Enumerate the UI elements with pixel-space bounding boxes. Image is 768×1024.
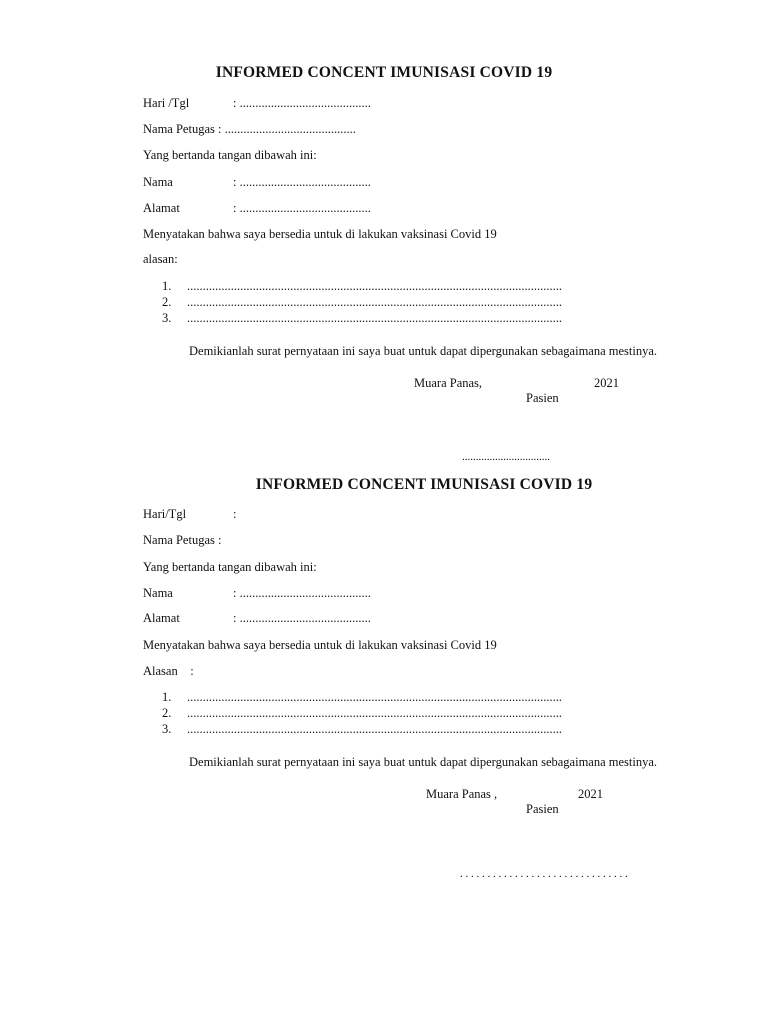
name-value: : .......................................... xyxy=(233,586,371,600)
address-label: Alamat xyxy=(143,201,180,215)
name-label: Nama xyxy=(143,586,173,600)
name-label: Nama xyxy=(143,175,173,189)
officer-field: Nama Petugas : .......................................... xyxy=(143,122,356,136)
address-value: : .......................................... xyxy=(233,611,371,625)
statement-text: Menyatakan bahwa saya bersedia untuk di lakukan vaksinasi Covid 19 xyxy=(143,227,497,241)
place-text: Muara Panas , xyxy=(426,787,498,801)
role-label: Pasien xyxy=(526,391,559,405)
name-field xyxy=(143,586,371,601)
reason-item: 1. ........................................................................................................................ xyxy=(162,690,562,704)
reason-item: 2. ........................................................................................................................ xyxy=(162,706,562,720)
date-label: Hari/Tgl xyxy=(143,507,187,521)
officer-field: Nama Petugas : xyxy=(143,533,222,547)
year-text: 2021 xyxy=(578,787,603,801)
reason-item: 3. ........................................................................................................................ xyxy=(162,722,562,736)
reason-item: 3. ........................................................................................................................ xyxy=(162,311,562,325)
name-field xyxy=(143,175,371,190)
date-field xyxy=(143,507,236,522)
date-label: Hari /Tgl xyxy=(143,96,190,110)
statement-text: Menyatakan bahwa saya bersedia untuk di lakukan vaksinasi Covid 19 xyxy=(143,638,497,652)
date-value: : xyxy=(233,507,237,521)
year-text: 2021 xyxy=(594,376,619,390)
reason-item: 1. ........................................................................................................................ xyxy=(162,279,562,293)
signature-line: . . . . . . . . . . . . . . . . . . . . . . . . . . . . . . . xyxy=(460,868,628,880)
signature-line: ................................ xyxy=(462,451,550,463)
reason-item: 2. ........................................................................................................................ xyxy=(162,295,562,309)
reason-label: Alasan : xyxy=(143,664,194,678)
address-field xyxy=(143,611,371,626)
role-label: Pasien xyxy=(526,802,559,816)
closing-paragraph: Demikianlah surat pernyataan ini saya buat untuk dapat dipergunakan sebagaimana mestinya. xyxy=(189,755,658,769)
closing-paragraph: Demikianlah surat pernyataan ini saya buat untuk dapat dipergunakan sebagaimana mestinya. xyxy=(189,344,658,358)
date-value: : .......................................... xyxy=(233,96,371,110)
intro-text: Yang bertanda tangan dibawah ini: xyxy=(143,560,317,574)
intro-text: Yang bertanda tangan dibawah ini: xyxy=(143,148,317,162)
name-value: : .......................................... xyxy=(233,175,371,189)
date-field xyxy=(143,96,371,111)
address-field xyxy=(143,201,371,216)
form-title: INFORMED CONCENT IMUNISASI COVID 19 xyxy=(255,476,593,493)
address-label: Alamat xyxy=(143,611,180,625)
reason-label: alasan: xyxy=(143,252,178,266)
address-value: : .......................................... xyxy=(233,201,371,215)
form-title: INFORMED CONCENT IMUNISASI COVID 19 xyxy=(215,64,553,81)
place-text: Muara Panas, xyxy=(414,376,483,390)
